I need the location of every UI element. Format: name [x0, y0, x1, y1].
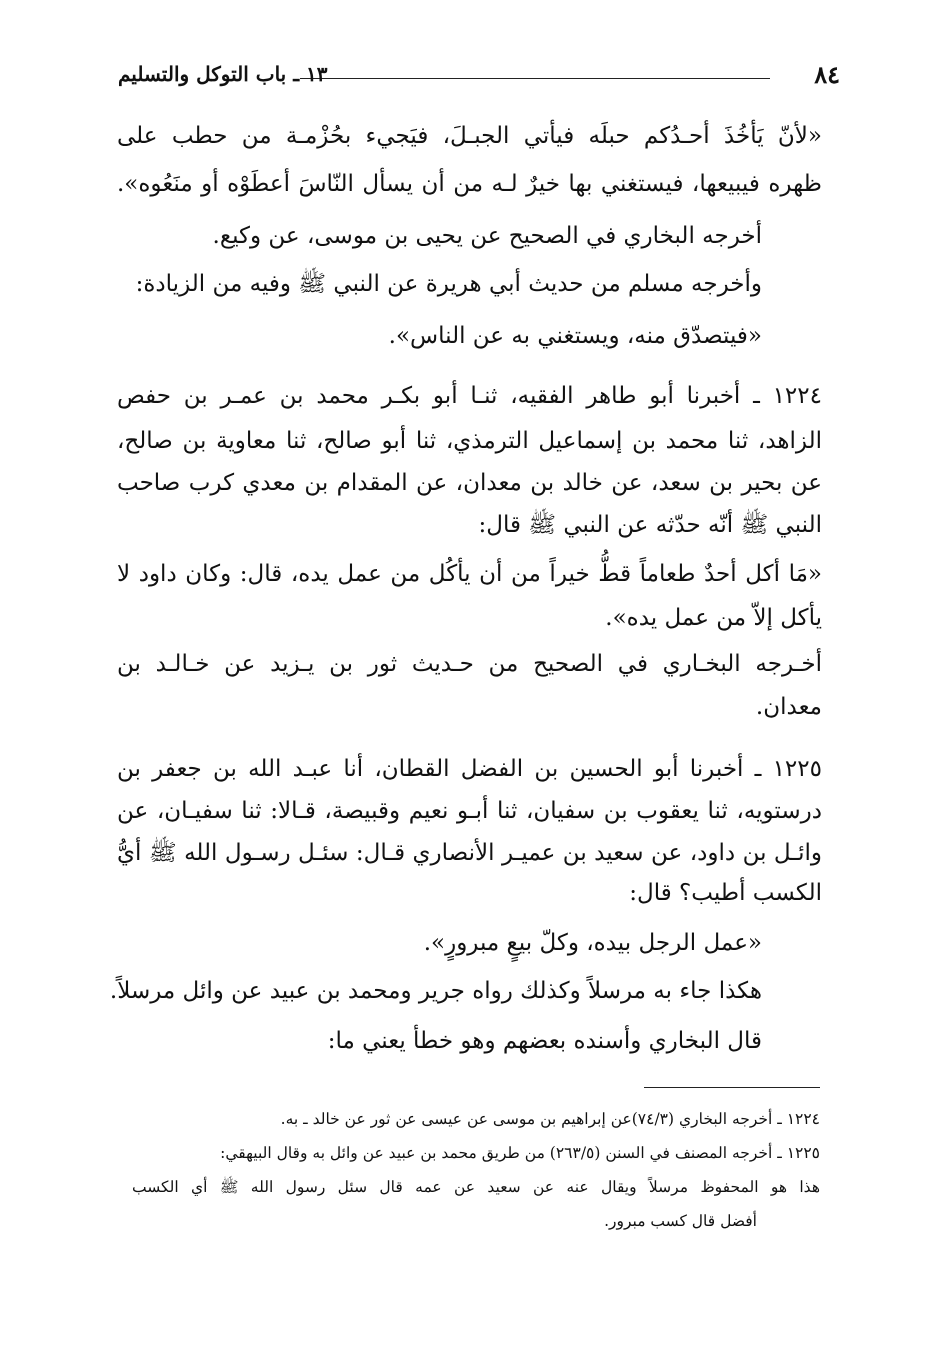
body-line: يأكل إلاّ من عمل يده». — [605, 605, 822, 631]
body-line: وأخرجه مسلم من حديث أبي هريرة عن النبي ﷺ وفيه من الزيادة: — [135, 271, 762, 297]
footnote-line: ١٢٢٥ ـ أخرجه المصنف في السنن (٢٦٣/٥) من طريق محمد بن عبيد عن وائل به وقال البيهقي: — [220, 1144, 820, 1162]
body-line: الكسب أطيب؟ قال: — [629, 880, 822, 906]
body-line: ظهره فيبيعها، فيستغني بها خيرٌ لـه من أن يسأل النّاسَ أعطَوْه أو منَعُوه». — [117, 171, 822, 197]
body-line: «عمل الرجل بيده، وكلّ بيعٍ مبرورٍ». — [423, 930, 762, 956]
body-line: وائـل بن داود، عن سعيد بن عميـر الأنصاري قـال: سئـل رسـول الله ﷺ أيُّ — [117, 840, 822, 866]
body-line: أخـرجه البخـاري في الصحيح من حـديث ثور بن يـزيد عن خـالـد بن — [117, 651, 822, 677]
page-number: ٨٤ — [814, 60, 840, 89]
body-line: أخرجه البخاري في الصحيح عن يحيى بن موسى، عن وكيع. — [212, 223, 762, 249]
body-line: ١٢٢٥ ـ أخبرنا أبو الحسين بن الفضل القطان، أنا عبـد الله بن جعفر بن — [117, 756, 822, 782]
footnote-line: أفضل قال كسب مبرور. — [604, 1212, 757, 1230]
body-line: قال البخاري وأسنده بعضهم وهو خطأ يعني ما: — [327, 1028, 762, 1054]
chapter-title: ١٣ ـ باب التوكل والتسليم — [118, 62, 328, 86]
body-line: الزاهد، ثنا محمد بن إسماعيل الترمذي، ثنا أبو صالح، ثنا معاوية بن صالح، — [117, 428, 822, 454]
body-line: معدان. — [755, 694, 822, 720]
body-line: النبي ﷺ أنّه حدّثه عن النبي ﷺ قال: — [478, 512, 822, 538]
body-line: عن بحير بن سعد، عن خالد بن معدان، عن المقدام بن معدي كرب صاحب — [117, 470, 822, 496]
footnote-line: هذا هو المحفوظ مرسلاً ويقال عنه عن سعيد عن عمه قال سئل رسول الله ﷺ أي الكسب — [132, 1178, 820, 1196]
body-line: «مَا أكل أحدٌ طعاماً قطُّ خيراً من أن يأكُل من عمل يده، قال: وكان داود لا — [117, 561, 822, 587]
body-line: «لأنّ يَأخُذَ أحـدُكم حبلَه فيأتي الجبـلَ، فيَجيء بحُزْمـة من حطب على — [117, 123, 822, 149]
body-line: هكذا جاء به مرسلاً وكذلك رواه جرير ومحمد بن عبيد عن وائل مرسلاً. — [109, 978, 762, 1004]
body-line: «فيتصدّق منه، ويستغني به عن الناس». — [388, 323, 762, 349]
footnote-line: ١٢٢٤ ـ أخرجه البخاري (٧٤/٣)عن إبراهيم بن موسى عن عيسى عن ثور عن خالد ـ به. — [280, 1110, 820, 1128]
header-rule — [300, 78, 770, 79]
body-line: ١٢٢٤ ـ أخبرنا أبو طاهر الفقيه، ثنـا أبو بكـر محمد بن عمـر بن حفص — [117, 383, 822, 409]
running-header — [118, 60, 840, 96]
footnote-separator — [644, 1087, 820, 1088]
body-line: درستويه، ثنا يعقوب بن سفيان، ثنا أبـو نعيم وقبيصة، قـالا: ثنا سفيـان، عن — [117, 798, 822, 824]
